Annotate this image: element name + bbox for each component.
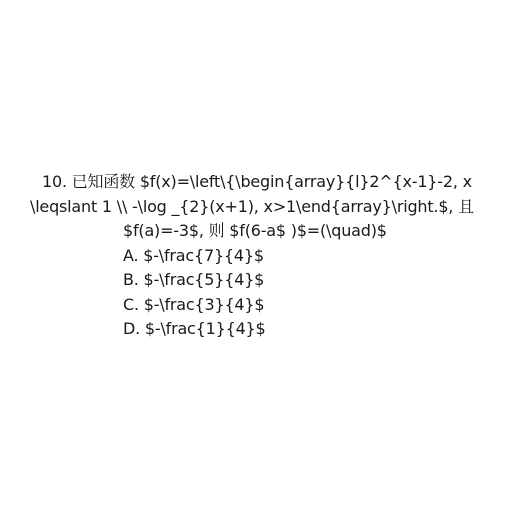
answer-options <box>0 244 512 342</box>
question-text-line-3: $f(a)=-3$, 则 $f(6-a$ )$=(\quad)$ <box>123 221 387 240</box>
question-text-line-1: 10. 已知函数 $f(x)=\left\{\begin{array}{l}2^{x-1}-2, x <box>42 172 472 191</box>
option-c: C. $-\frac{3}{4}$ <box>123 294 265 314</box>
question-block <box>0 170 512 342</box>
option-b: B. $-\frac{5}{4}$ <box>123 270 265 289</box>
option-d: D. $-\frac{1}{4}$ <box>123 319 266 338</box>
question-text-line-2: \leqslant 1 \\ -\log _{2}(x+1), x>1\end{array}\right.$, 且 <box>30 196 474 216</box>
option-a: A. $-\frac{7}{4}$ <box>123 245 264 265</box>
